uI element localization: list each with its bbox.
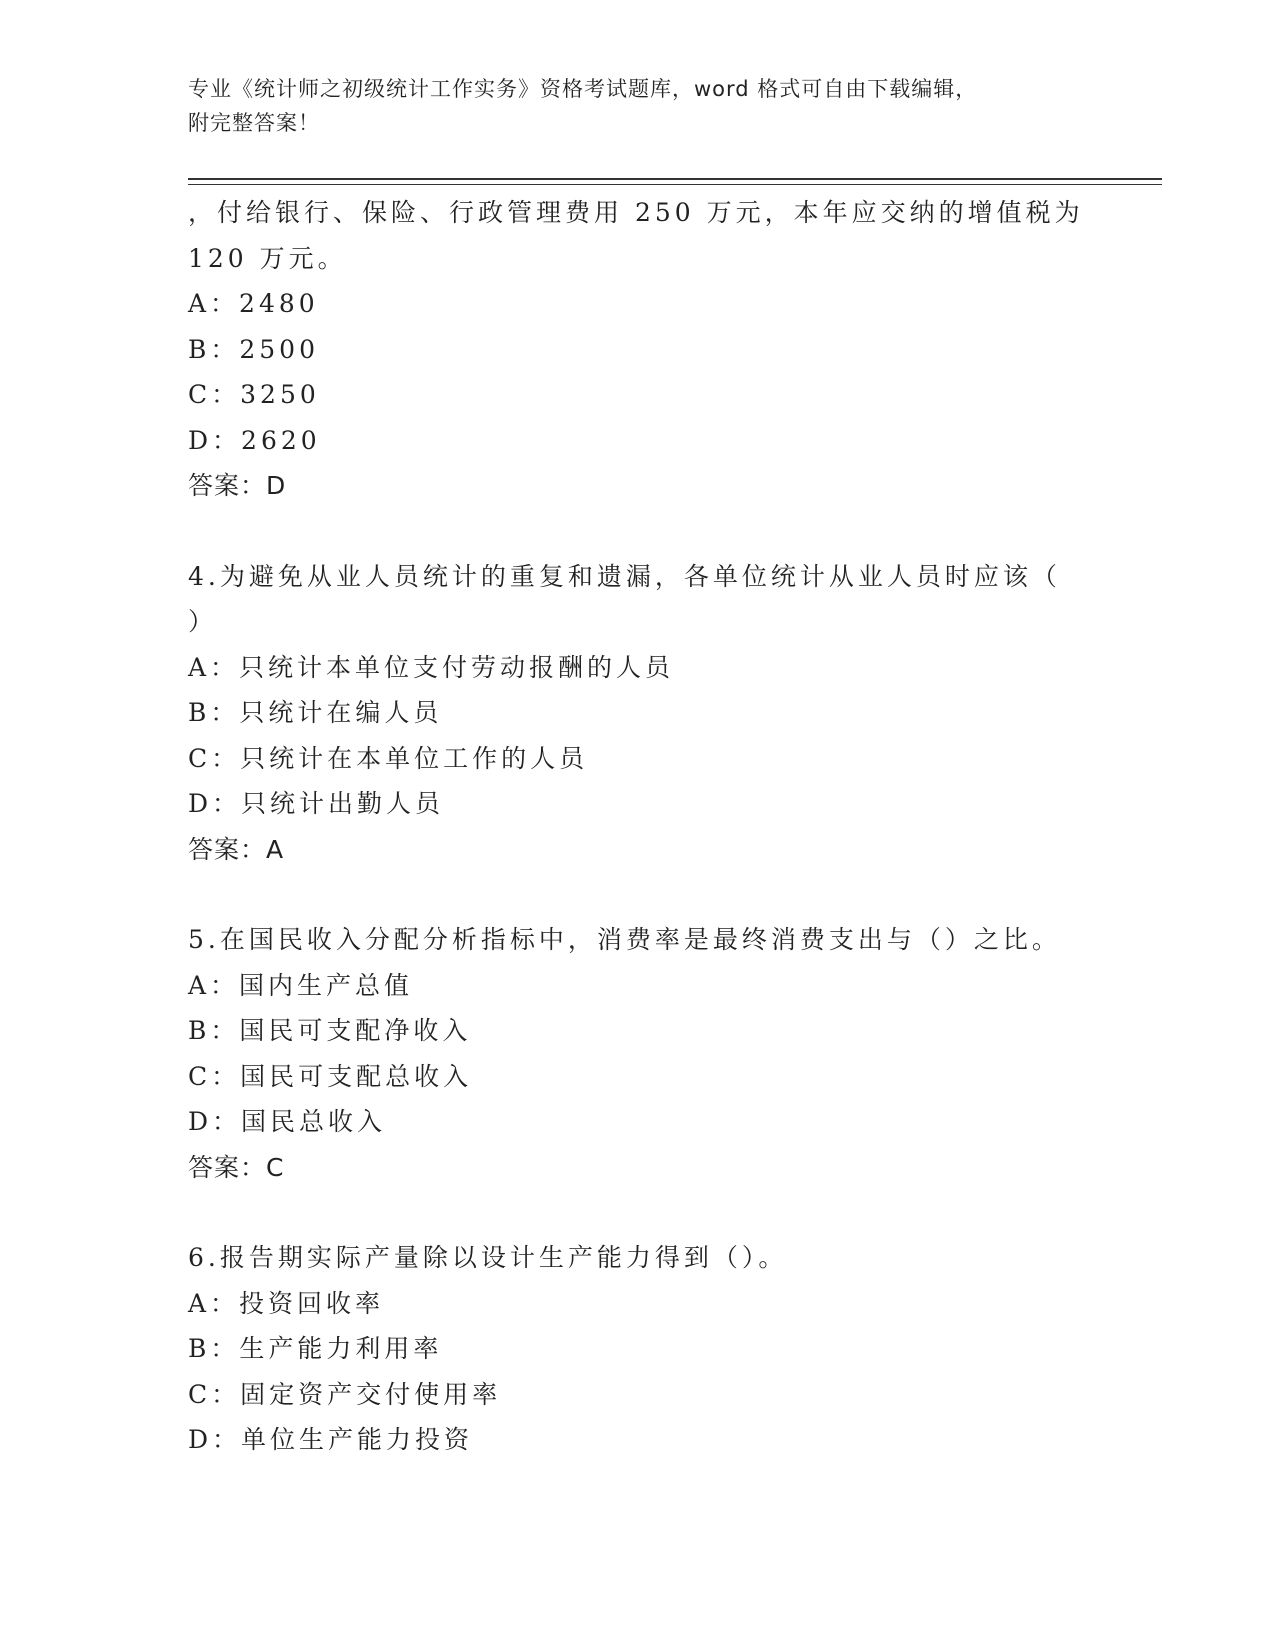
question-3-tail xyxy=(188,190,1088,509)
question-6 xyxy=(188,1235,1088,1463)
option-c: C：3250 xyxy=(188,380,320,409)
spacer xyxy=(188,509,1088,554)
option-d: D：2620 xyxy=(188,425,321,455)
option-c: C：固定资产交付使用率 xyxy=(188,1379,502,1409)
document-header xyxy=(188,72,1068,140)
answer-line: 答案：A xyxy=(188,834,285,864)
question-stem-line: 6.报告期实际产量除以设计生产能力得到（）。 xyxy=(188,1243,788,1272)
question-5 xyxy=(188,917,1088,1190)
header-line-2: 附完整答案！ xyxy=(188,111,320,135)
question-stem-line: 4.为避免从业人员统计的重复和遗漏，各单位统计从业人员时应该（ xyxy=(188,561,1061,591)
option-c: C：国民可支配总收入 xyxy=(188,1061,473,1091)
answer-line: 答案：C xyxy=(188,1152,285,1182)
option-d: D：单位生产能力投资 xyxy=(188,1425,474,1454)
spacer xyxy=(188,1190,1088,1235)
option-a: A：投资回收率 xyxy=(188,1288,385,1318)
option-c: C：只统计在本单位工作的人员 xyxy=(188,743,589,773)
answer-line: 答案：D xyxy=(188,471,287,500)
option-a: A：2480 xyxy=(188,289,319,318)
question-stem-line: ，付给银行、保险、行政管理费用 250 万元，本年应交纳的增值税为 xyxy=(188,198,1084,227)
question-4 xyxy=(188,554,1088,873)
option-b: B：只统计在编人员 xyxy=(188,698,443,727)
question-content xyxy=(188,190,1088,1463)
question-stem-line: ） xyxy=(188,607,218,636)
option-d: D：国民总收入 xyxy=(188,1107,387,1136)
spacer xyxy=(188,872,1088,917)
option-b: B：2500 xyxy=(188,334,319,364)
header-rule-thick xyxy=(188,178,1162,180)
question-stem-line: 120 万元。 xyxy=(188,243,347,273)
option-b: B：国民可支配净收入 xyxy=(188,1016,472,1045)
header-rule-thin xyxy=(188,184,1162,185)
header-line-1: 专业《统计师之初级统计工作实务》资格考试题库，word 格式可自由下载编辑， xyxy=(188,77,978,101)
question-stem-line: 5.在国民收入分配分析指标中，消费率是最终消费支出与（）之比。 xyxy=(188,925,1061,954)
option-b: B：生产能力利用率 xyxy=(188,1334,443,1363)
option-a: A：国内生产总值 xyxy=(188,970,414,1000)
option-d: D：只统计出勤人员 xyxy=(188,789,445,818)
option-a: A：只统计本单位支付劳动报酬的人员 xyxy=(188,652,675,682)
